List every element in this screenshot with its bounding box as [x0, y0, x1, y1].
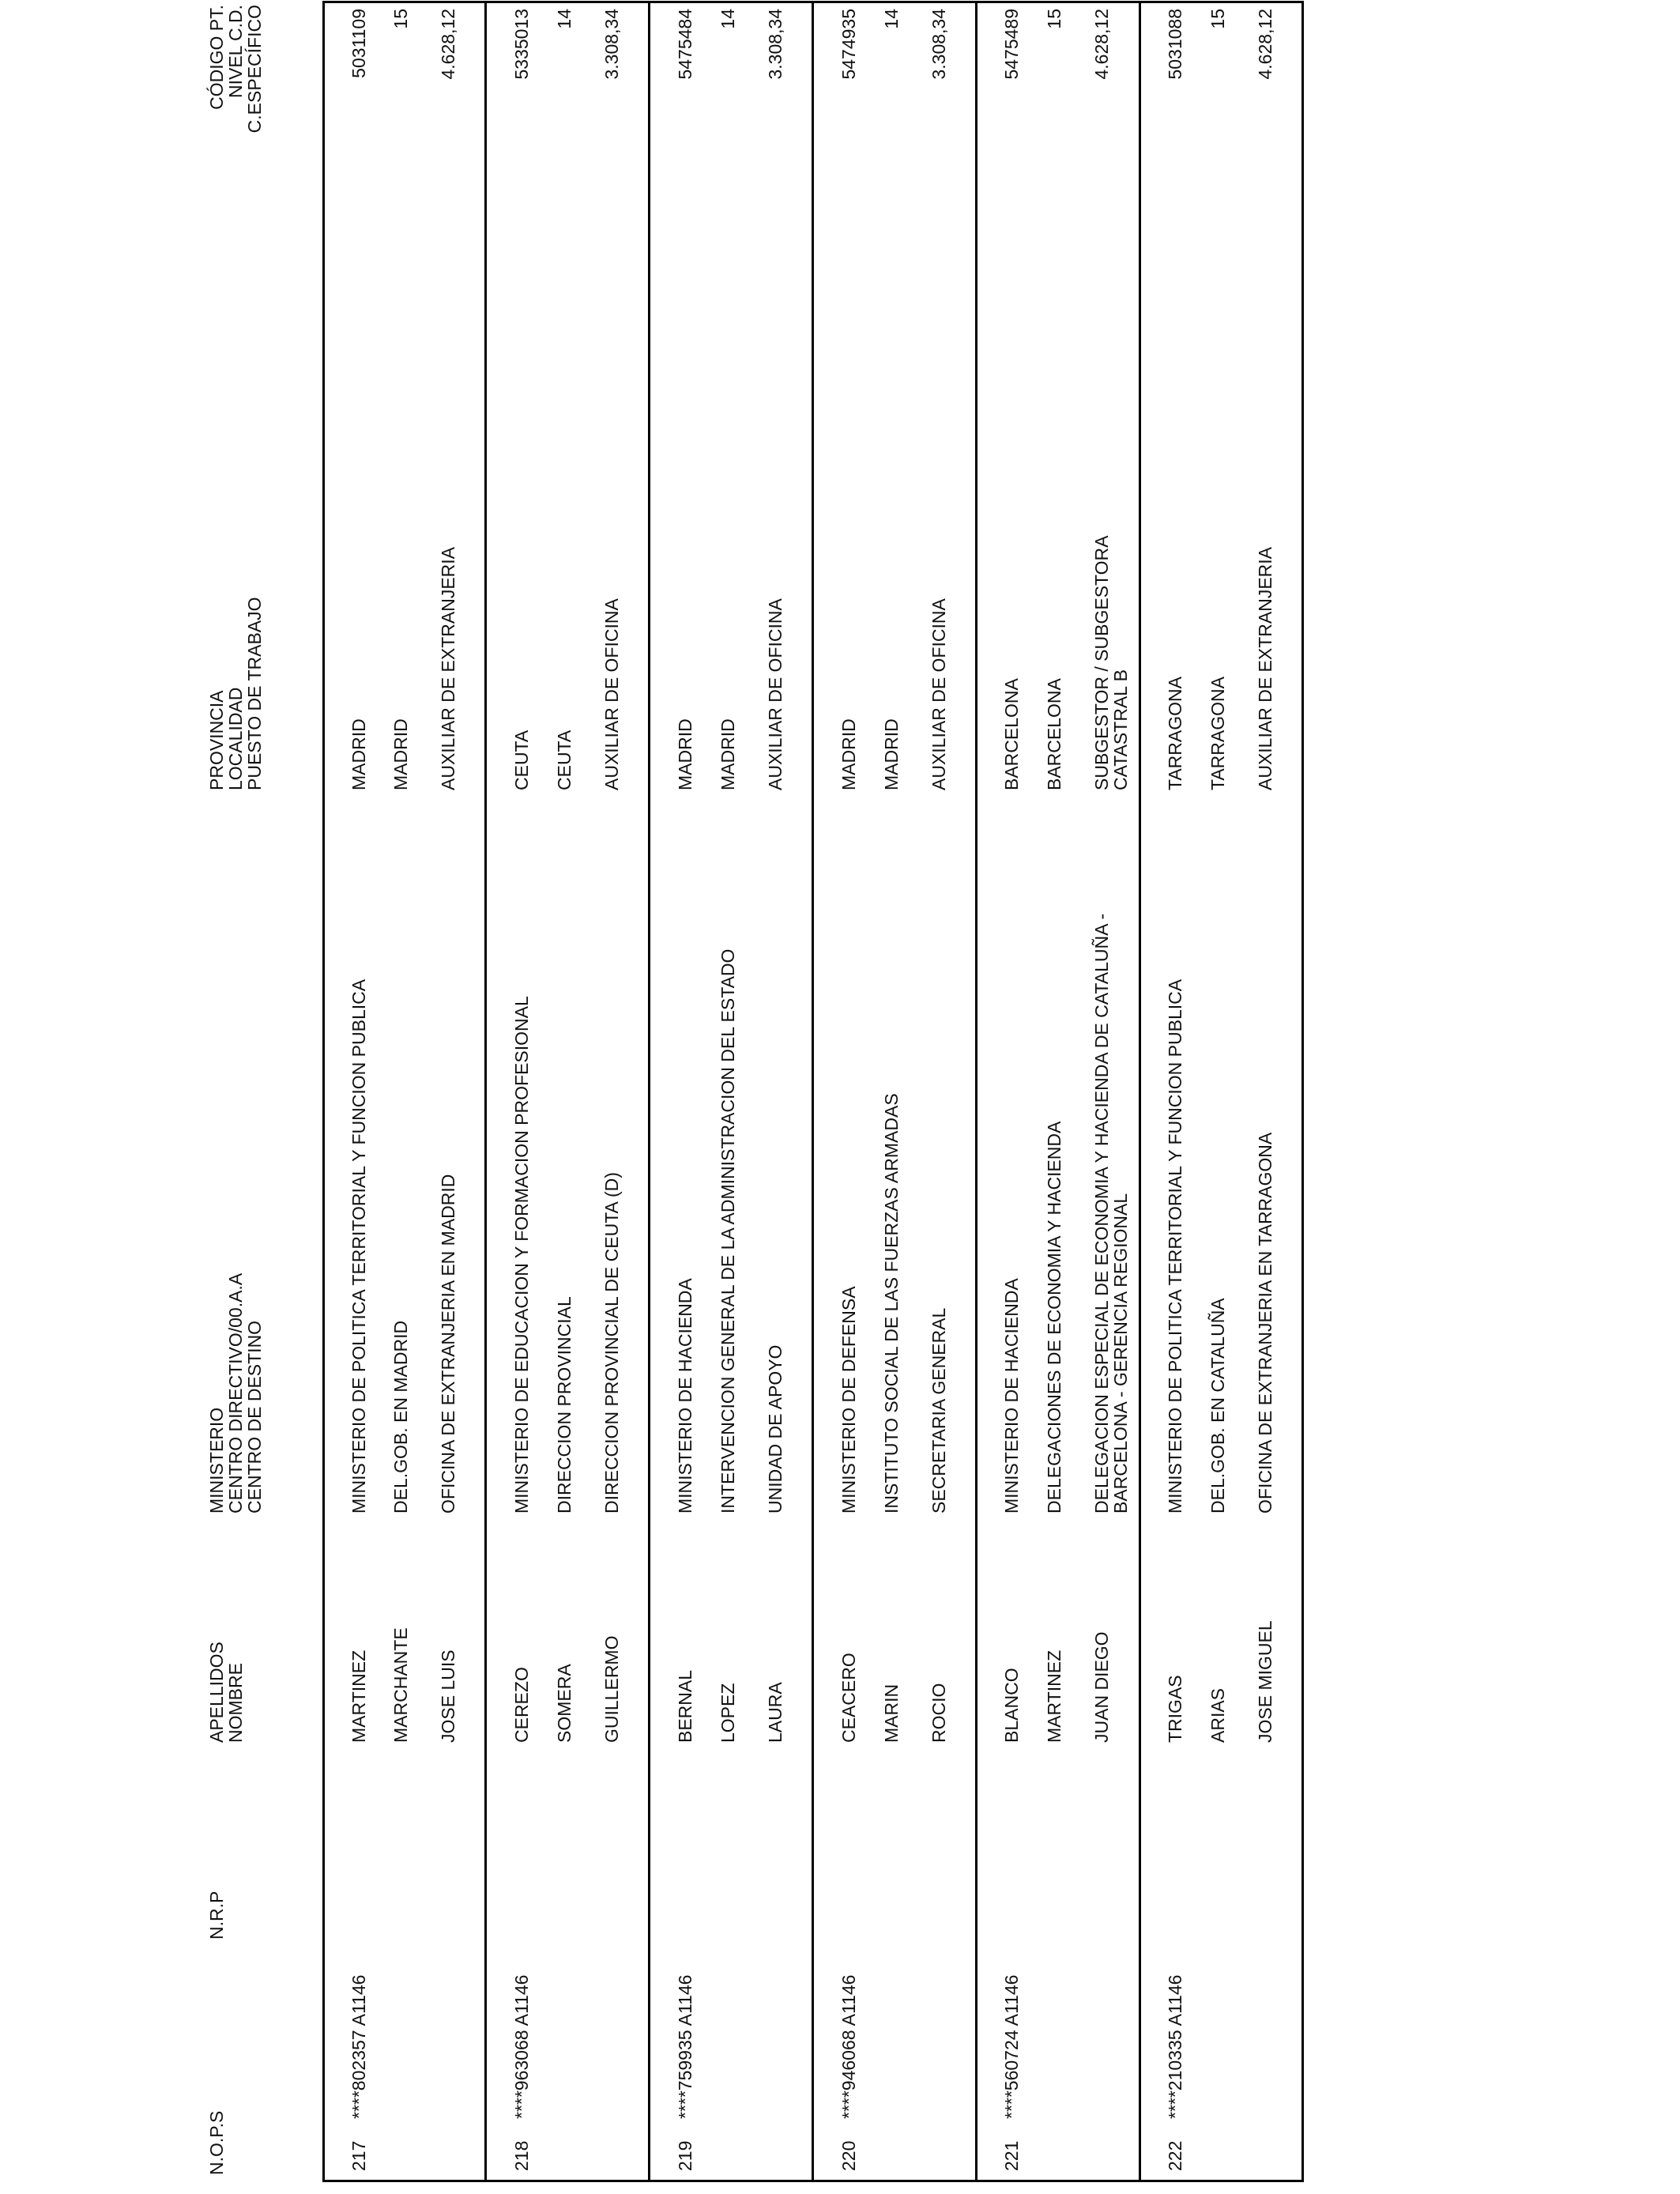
row-localidad: MADRID — [718, 718, 738, 790]
row-nrp: ****963068 A1146 — [511, 1974, 532, 2119]
row-centro-destino: OFICINA DE EXTRANJERIA EN MADRID — [438, 1174, 458, 1514]
header-centro-directivo: CENTRO DIRECTIVO/00.A.A — [225, 1272, 246, 1514]
row-nops: 217 — [348, 2140, 369, 2171]
row-centro-directivo: DELEGACIONES DE ECONOMIA Y HACIENDA — [1044, 1121, 1064, 1514]
row-localidad: CEUTA — [554, 729, 574, 790]
row-codigo: 5031088 — [1165, 9, 1185, 80]
row-provincia: BARCELONA — [1001, 678, 1022, 790]
row-centro-directivo: INTERVENCION GENERAL DE LA ADMINISTRACION DEL ESTADO — [718, 948, 738, 1514]
row-nops: 222 — [1165, 2140, 1185, 2171]
row-provincia: MADRID — [348, 718, 369, 790]
row-puesto: AUXILIAR DE OFICINA — [765, 598, 785, 790]
row-separator — [648, 3, 650, 2180]
row-centro-directivo: DIRECCION PROVINCIAL — [554, 1296, 574, 1514]
row-nops: 219 — [675, 2140, 695, 2171]
row-nops: 221 — [1001, 2140, 1022, 2171]
row-nrp: ****946068 A1146 — [838, 1974, 859, 2119]
header-provincia: PROVINCIA — [206, 690, 227, 790]
row-especifico: 4.628,12 — [438, 9, 458, 80]
row-apellido2: MARCHANTE — [390, 1627, 411, 1743]
row-ministerio: MINISTERIO DE EDUCACION Y FORMACION PROFESIONAL — [511, 996, 532, 1514]
row-nops: 218 — [511, 2140, 532, 2171]
row-nivel: 14 — [718, 9, 738, 29]
row-centro-destino: OFICINA DE EXTRANJERIA EN TARRAGONA — [1255, 1132, 1275, 1514]
row-puesto: AUXILIAR DE EXTRANJERIA — [1255, 546, 1275, 790]
row-provincia: MADRID — [675, 718, 695, 790]
header-especifico: C.ESPECÍFICO — [244, 5, 265, 134]
row-ministerio: MINISTERIO DE HACIENDA — [675, 1278, 695, 1514]
row-provincia: MADRID — [838, 718, 859, 790]
row-centro-destino: DELEGACION ESPECIAL DE ECONOMIA Y HACIENDA DE CATALUÑA - BARCELONA - GERENCIA REGIONAL — [1091, 913, 1131, 1514]
row-centro-directivo: INSTITUTO SOCIAL DE LAS FUERZAS ARMADAS — [881, 1093, 902, 1514]
row-nivel: 14 — [554, 9, 574, 29]
header-nombre: NOMBRE — [225, 1663, 246, 1743]
row-nombre: JOSE MIGUEL — [1255, 1620, 1275, 1743]
row-apellido1: BERNAL — [675, 1669, 695, 1743]
row-separator — [812, 3, 814, 2180]
header-nops: N.O.P.S — [206, 2110, 227, 2175]
row-puesto: AUXILIAR DE OFICINA — [929, 598, 949, 790]
row-apellido2: MARTINEZ — [1044, 1649, 1064, 1743]
row-apellido2: LOPEZ — [718, 1683, 738, 1743]
row-apellido2: SOMERA — [554, 1664, 574, 1743]
row-ministerio: MINISTERIO DE DEFENSA — [838, 1286, 859, 1514]
row-puesto: AUXILIAR DE OFICINA — [601, 598, 622, 790]
row-puesto: SUBGESTOR / SUBGESTORA CATASTRAL B — [1091, 535, 1131, 790]
row-apellido2: MARIN — [881, 1683, 902, 1743]
row-nops: 220 — [838, 2140, 859, 2171]
header-centro-destino: CENTRO DE DESTINO — [244, 1320, 265, 1514]
row-especifico: 3.308,34 — [929, 9, 949, 80]
row-nivel: 15 — [1207, 9, 1228, 29]
row-localidad: TARRAGONA — [1207, 677, 1228, 790]
row-separator — [975, 3, 977, 2180]
row-especifico: 4.628,12 — [1255, 9, 1275, 80]
row-nivel: 15 — [390, 9, 411, 29]
row-localidad: MADRID — [390, 718, 411, 790]
row-separator — [1139, 3, 1141, 2180]
row-nombre: JOSE LUIS — [438, 1649, 458, 1743]
row-nombre: JUAN DIEGO — [1091, 1631, 1112, 1743]
header-codigo: CÓDIGO PT. — [206, 5, 227, 110]
row-apellido1: TRIGAS — [1165, 1675, 1185, 1743]
row-localidad: BARCELONA — [1044, 678, 1064, 790]
row-separator — [484, 3, 487, 2180]
row-centro-destino: DIRECCION PROVINCIAL DE CEUTA (D) — [601, 1172, 622, 1514]
row-nivel: 15 — [1044, 9, 1064, 29]
row-apellido1: CEREZO — [511, 1667, 532, 1743]
row-codigo: 5475489 — [1001, 9, 1022, 80]
row-codigo: 5031109 — [348, 9, 369, 78]
row-puesto: AUXILIAR DE EXTRANJERIA — [438, 546, 458, 790]
header-nivel: NIVEL C.D. — [225, 5, 246, 99]
records-table — [322, 1, 1304, 2182]
row-localidad: MADRID — [881, 718, 902, 790]
row-centro-directivo: DEL.GOB. EN CATALUÑA — [1207, 1298, 1228, 1514]
row-provincia: TARRAGONA — [1165, 677, 1185, 790]
row-apellido1: CEACERO — [838, 1653, 859, 1743]
row-nombre: GUILLERMO — [601, 1635, 622, 1743]
row-codigo: 5475484 — [675, 9, 695, 80]
row-especifico: 4.628,12 — [1091, 9, 1112, 80]
row-centro-directivo: DEL.GOB. EN MADRID — [390, 1320, 411, 1514]
row-codigo: 5474935 — [838, 9, 859, 80]
row-nrp: ****759935 A1146 — [675, 1974, 695, 2119]
row-apellido1: BLANCO — [1001, 1668, 1022, 1743]
row-centro-destino: SECRETARIA GENERAL — [929, 1307, 949, 1514]
row-nivel: 14 — [881, 9, 902, 29]
row-ministerio: MINISTERIO DE POLITICA TERRITORIAL Y FUNCION PUBLICA — [1165, 978, 1185, 1514]
row-especifico: 3.308,34 — [765, 9, 785, 80]
row-ministerio: MINISTERIO DE POLITICA TERRITORIAL Y FUNCION PUBLICA — [348, 978, 369, 1514]
header-localidad: LOCALIDAD — [225, 687, 246, 790]
row-nombre: ROCIO — [929, 1683, 949, 1743]
row-nrp: ****560724 A1146 — [1001, 1974, 1022, 2119]
header-apellidos: APELLIDOS — [206, 1642, 227, 1743]
header-nrp: N.R.P — [206, 1891, 227, 1940]
row-codigo: 5335013 — [511, 9, 532, 80]
row-centro-destino: UNIDAD DE APOYO — [765, 1344, 785, 1514]
row-apellido2: ARIAS — [1207, 1687, 1228, 1743]
row-provincia: CEUTA — [511, 729, 532, 790]
header-puesto: PUESTO DE TRABAJO — [244, 597, 265, 790]
row-ministerio: MINISTERIO DE HACIENDA — [1001, 1278, 1022, 1514]
header-ministerio: MINISTERIO — [206, 1407, 227, 1514]
row-nombre: LAURA — [765, 1682, 785, 1743]
row-nrp: ****802357 A1146 — [348, 1974, 369, 2119]
row-especifico: 3.308,34 — [601, 9, 622, 80]
row-nrp: ****210335 A1146 — [1165, 1974, 1185, 2119]
row-apellido1: MARTINEZ — [348, 1649, 369, 1743]
